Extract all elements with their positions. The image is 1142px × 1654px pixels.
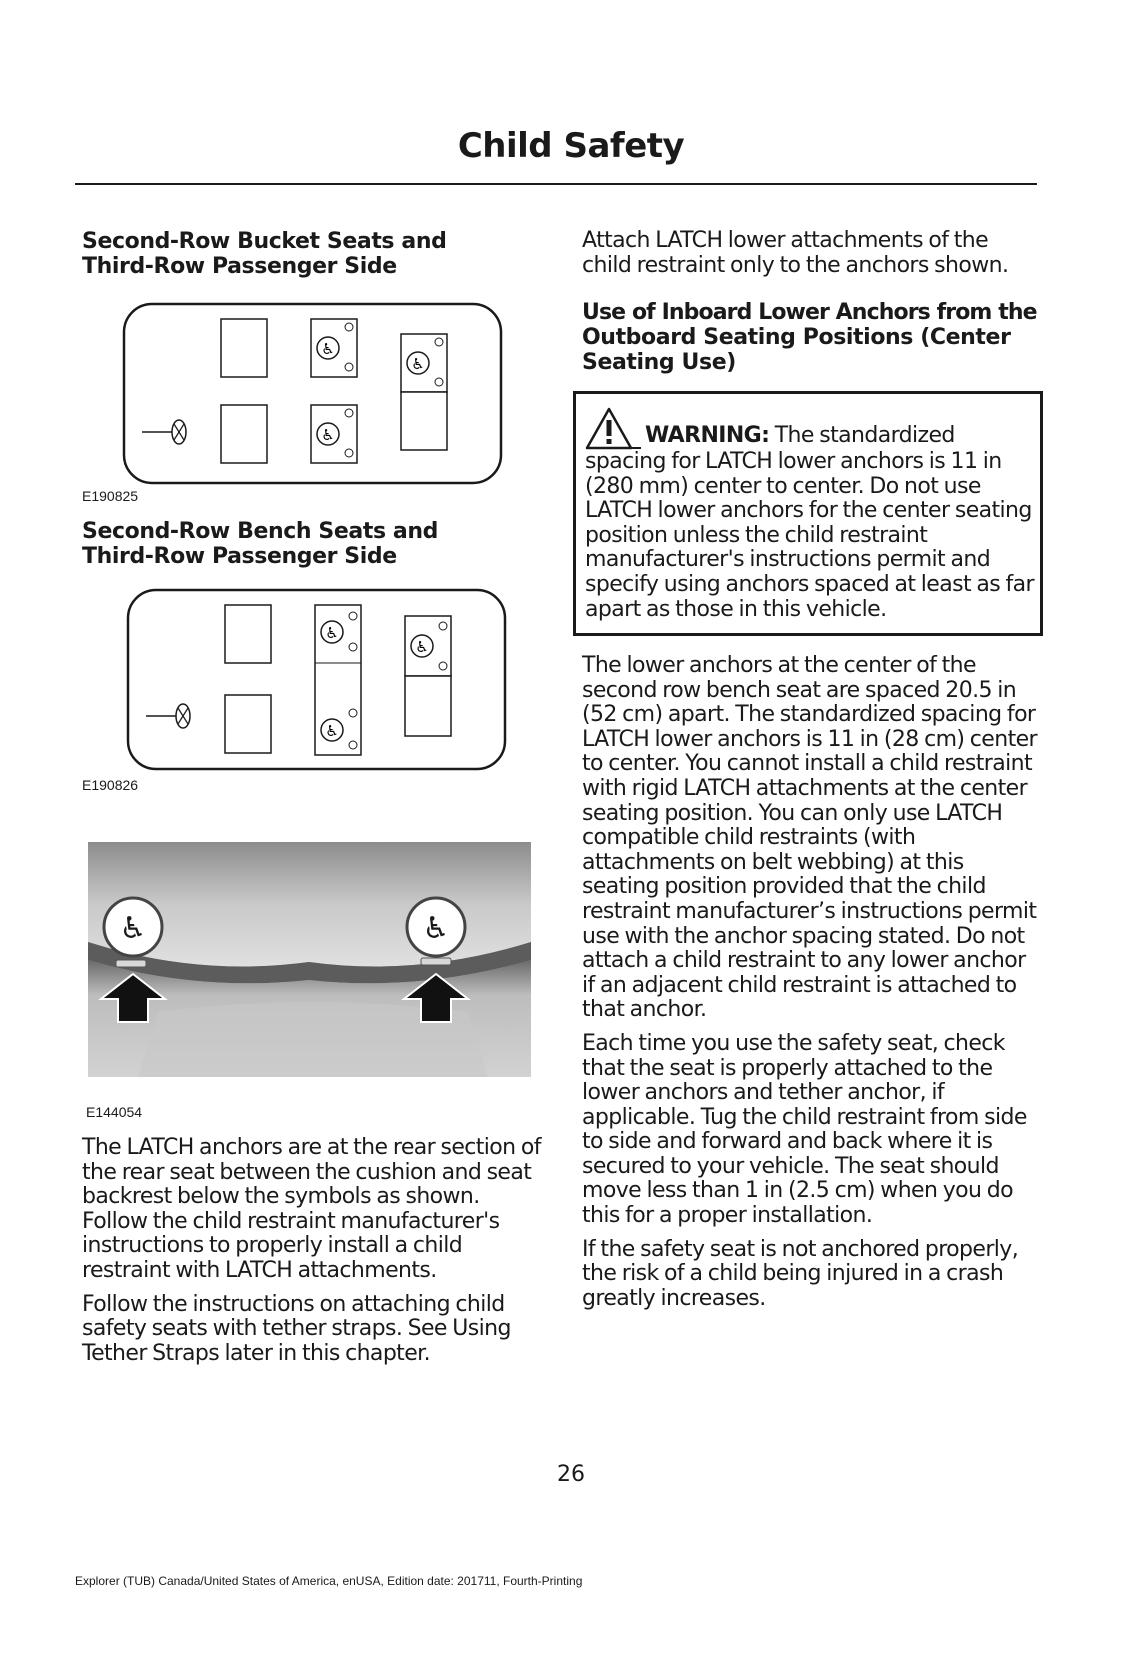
paragraph: The LATCH anchors are at the rear section of the rear seat between the cushion and seat backrest below the symbols as shown. Follow the child restraint manufacturer's instructions to properly install a child restraint with LATCH attachments. xyxy=(82,1135,541,1283)
heading-line: Use of Inboard Lower Anchors from the xyxy=(582,300,1037,325)
seat xyxy=(221,405,267,463)
paragraph: Attach LATCH lower attachments of the child restraint only to the anchors shown. xyxy=(582,228,1009,278)
warning-text xyxy=(585,406,1037,622)
bench-seat-diagram xyxy=(126,588,507,771)
page-title: Child Safety xyxy=(457,126,685,166)
seat xyxy=(221,319,267,377)
svg-text:♿: ♿ xyxy=(325,722,339,740)
heading-bench-seats xyxy=(82,519,542,569)
svg-text:♿: ♿ xyxy=(422,911,450,946)
warning-first: The standardized xyxy=(774,423,955,448)
footer: Explorer (TUB) Canada/United States of America, enUSA, Edition date: 201711, Fourth-Printing xyxy=(75,1574,583,1588)
figure-code: E190826 xyxy=(82,777,139,793)
figure-code: E144054 xyxy=(86,1104,143,1120)
title-rule xyxy=(75,183,1037,185)
warning-label: WARNING: xyxy=(645,423,770,448)
svg-text:♿: ♿ xyxy=(411,355,425,373)
heading-line: Third-Row Passenger Side xyxy=(82,544,397,569)
paragraph: Each time you use the safety seat, check that the seat is properly attached to the lower anchors and tether anchor, if applicable. Tug the child restraint from side to side and forward and back where it is secured to your vehicle. The seat should move less than 1 in (2.5 cm) when you do this for a proper installation. xyxy=(582,1030,1027,1229)
bucket-seat-diagram xyxy=(122,302,503,485)
svg-text:♿: ♿ xyxy=(321,340,335,358)
heading-line: Second-Row Bucket Seats and xyxy=(82,229,447,254)
seat-with-latch xyxy=(401,334,447,450)
seat xyxy=(225,695,271,753)
heading-line: Outboard Seating Positions (Center xyxy=(582,325,1011,350)
heading-line: Seating Use) xyxy=(582,350,736,375)
left-body xyxy=(82,1136,542,1366)
heading-line: Second-Row Bench Seats and xyxy=(82,519,438,544)
child-seat-symbol-icon xyxy=(407,898,465,956)
seat-with-latch xyxy=(405,616,451,736)
paragraph: If the safety seat is not anchored properly, the risk of a child being injured in a crash greatly increases. xyxy=(582,1236,1019,1311)
svg-text:♿: ♿ xyxy=(415,638,429,656)
latch-anchor-photo xyxy=(88,842,531,1077)
child-seat-symbol-icon xyxy=(104,898,162,956)
seat-with-latch xyxy=(311,319,357,377)
paragraph: Follow the instructions on attaching child safety seats with tether straps. See Using Tether Straps later in this chapter. xyxy=(82,1291,511,1366)
seat xyxy=(225,605,271,663)
warning-rest: spacing for LATCH lower anchors is 11 in (280 mm) center to center. Do not use LATCH lower anchors for the center seating position unless the child restraint manufacturer's instructions permit and specify using anchors spaced at least as far apart as those in this vehicle. xyxy=(585,449,1034,622)
warning-box xyxy=(573,391,1043,636)
page-number: 26 xyxy=(557,1462,585,1487)
heading-line: Third-Row Passenger Side xyxy=(82,254,397,279)
bench-seat-with-latch xyxy=(315,605,361,755)
heading-bucket-seats xyxy=(82,229,542,279)
svg-text:♿: ♿ xyxy=(119,911,147,946)
right-body xyxy=(582,654,1042,1311)
heading-inboard-anchors xyxy=(582,300,1042,375)
svg-text:♿: ♿ xyxy=(321,426,335,444)
figure-code: E190825 xyxy=(82,488,139,504)
svg-text:♿: ♿ xyxy=(325,624,339,642)
right-intro xyxy=(582,229,1042,278)
seat-with-latch xyxy=(311,405,357,463)
warning-triangle-icon xyxy=(585,406,641,450)
paragraph: The lower anchors at the center of the second row bench seat are spaced 20.5 in (52 cm) apart. The standardized spacing for LATCH lower anchors is 11 in (28 cm) center to center. You cannot install a child restraint with rigid LATCH attachments at the center seating position. You can only use LATCH compatible child restraints (with attachments on belt webbing) at this seating position provided that the child restraint manufacturer’s instructions permit use with the anchor spacing stated. Do not attach a child restraint to any lower anchor if an adjacent child restraint is attached to that anchor. xyxy=(582,653,1037,1023)
